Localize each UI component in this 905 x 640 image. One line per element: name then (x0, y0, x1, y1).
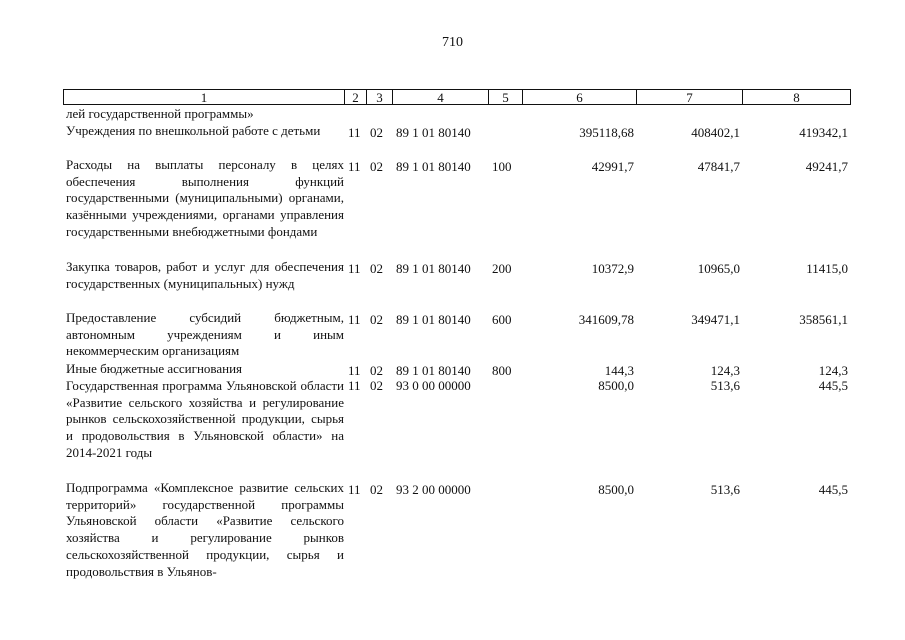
row-expense-type: 600 (492, 312, 512, 327)
row-amount-2: 408402,1 (691, 125, 740, 140)
table-row (0, 480, 905, 582)
row-amount-3: 419342,1 (799, 125, 848, 140)
row-name: Закупка товаров, работ и услуг для обеспечения государственных (муниципальных) нужд (66, 259, 344, 291)
row-target-code: 89 1 01 80140 (396, 312, 471, 327)
row-amount-3: 124,3 (818, 363, 848, 378)
row-amount-3: 358561,1 (799, 312, 848, 327)
header-col-8: 8 (743, 89, 851, 105)
row-target-code: 89 1 01 80140 (396, 261, 471, 276)
row-amount-2: 47841,7 (697, 159, 740, 174)
row-section: 11 (348, 261, 361, 276)
table-row (0, 310, 905, 361)
header-col-5: 5 (489, 89, 523, 105)
row-amount-3: 445,5 (818, 482, 848, 497)
table-row (0, 378, 905, 480)
row-expense-type: 100 (492, 159, 512, 174)
row-amount-3: 49241,7 (805, 159, 848, 174)
row-amount-1: 8500,0 (598, 378, 634, 393)
row-amount-1: 341609,78 (578, 312, 634, 327)
row-section: 11 (348, 378, 361, 393)
table-body (0, 106, 905, 582)
row-amount-2: 513,6 (710, 378, 740, 393)
table-row (0, 106, 905, 123)
row-amount-1: 8500,0 (598, 482, 634, 497)
table-row (0, 259, 905, 310)
row-name: Расходы на выплаты персоналу в целях обеспечения выполнения функций государственными (муниципальными) органами, казёнными учреждениями, органами управления государственными внебюджетными фондами (66, 157, 344, 239)
row-name: Государственная программа Ульяновской области «Развитие сельского хозяйства и регулирование рынков сельскохозяйственной продукции, сырья и продовольствия в Ульяновской области» на 2014-2021 годы (66, 378, 344, 460)
row-section: 11 (348, 482, 361, 497)
row-name: Иные бюджетные ассигнования (66, 361, 243, 376)
row-section: 11 (348, 159, 361, 174)
row-target-code: 93 0 00 00000 (396, 378, 471, 393)
row-target-code: 89 1 01 80140 (396, 125, 471, 140)
row-target-code: 89 1 01 80140 (396, 159, 471, 174)
row-expense-type: 800 (492, 363, 512, 378)
row-name: Учреждения по внешкольной работе с детьми (66, 123, 321, 138)
row-name: лей государственной программы» (66, 106, 254, 121)
row-amount-1: 10372,9 (591, 261, 634, 276)
row-subsection: 02 (370, 125, 383, 140)
row-section: 11 (348, 312, 361, 327)
row-amount-1: 144,3 (604, 363, 634, 378)
row-amount-2: 10965,0 (697, 261, 740, 276)
header-col-3: 3 (367, 89, 393, 105)
row-amount-2: 349471,1 (691, 312, 740, 327)
header-col-2: 2 (345, 89, 367, 105)
row-section: 11 (348, 125, 361, 140)
table-row (0, 123, 905, 157)
row-amount-1: 395118,68 (579, 125, 634, 140)
row-subsection: 02 (370, 378, 383, 393)
row-subsection: 02 (370, 312, 383, 327)
row-amount-2: 513,6 (710, 482, 740, 497)
row-amount-3: 445,5 (818, 378, 848, 393)
table-row (0, 361, 905, 378)
row-amount-1: 42991,7 (591, 159, 634, 174)
page-number: 710 (442, 35, 463, 50)
row-amount-3: 11415,0 (806, 261, 848, 276)
header-col-1: 1 (63, 89, 345, 105)
row-subsection: 02 (370, 159, 383, 174)
row-name: Подпрограмма «Комплексное развитие сельских территорий» государственной программы Ульяновской области «Развитие сельского хозяйства и регулирование рынков сельскохозяйственной продукции, сырья и продовольствия в Ульянов- (66, 480, 344, 579)
row-subsection: 02 (370, 363, 383, 378)
row-subsection: 02 (370, 482, 383, 497)
row-section: 11 (348, 363, 361, 378)
row-amount-2: 124,3 (710, 363, 740, 378)
header-col-4: 4 (393, 89, 489, 105)
row-name: Предоставление субсидий бюджетным, автономным учреждениям и иным некоммерческим организациям (66, 310, 344, 359)
row-subsection: 02 (370, 261, 383, 276)
header-col-6: 6 (523, 89, 637, 105)
header-col-7: 7 (637, 89, 743, 105)
row-target-code: 93 2 00 00000 (396, 482, 471, 497)
row-target-code: 89 1 01 80140 (396, 363, 471, 378)
row-expense-type: 200 (492, 261, 512, 276)
table-row (0, 157, 905, 259)
